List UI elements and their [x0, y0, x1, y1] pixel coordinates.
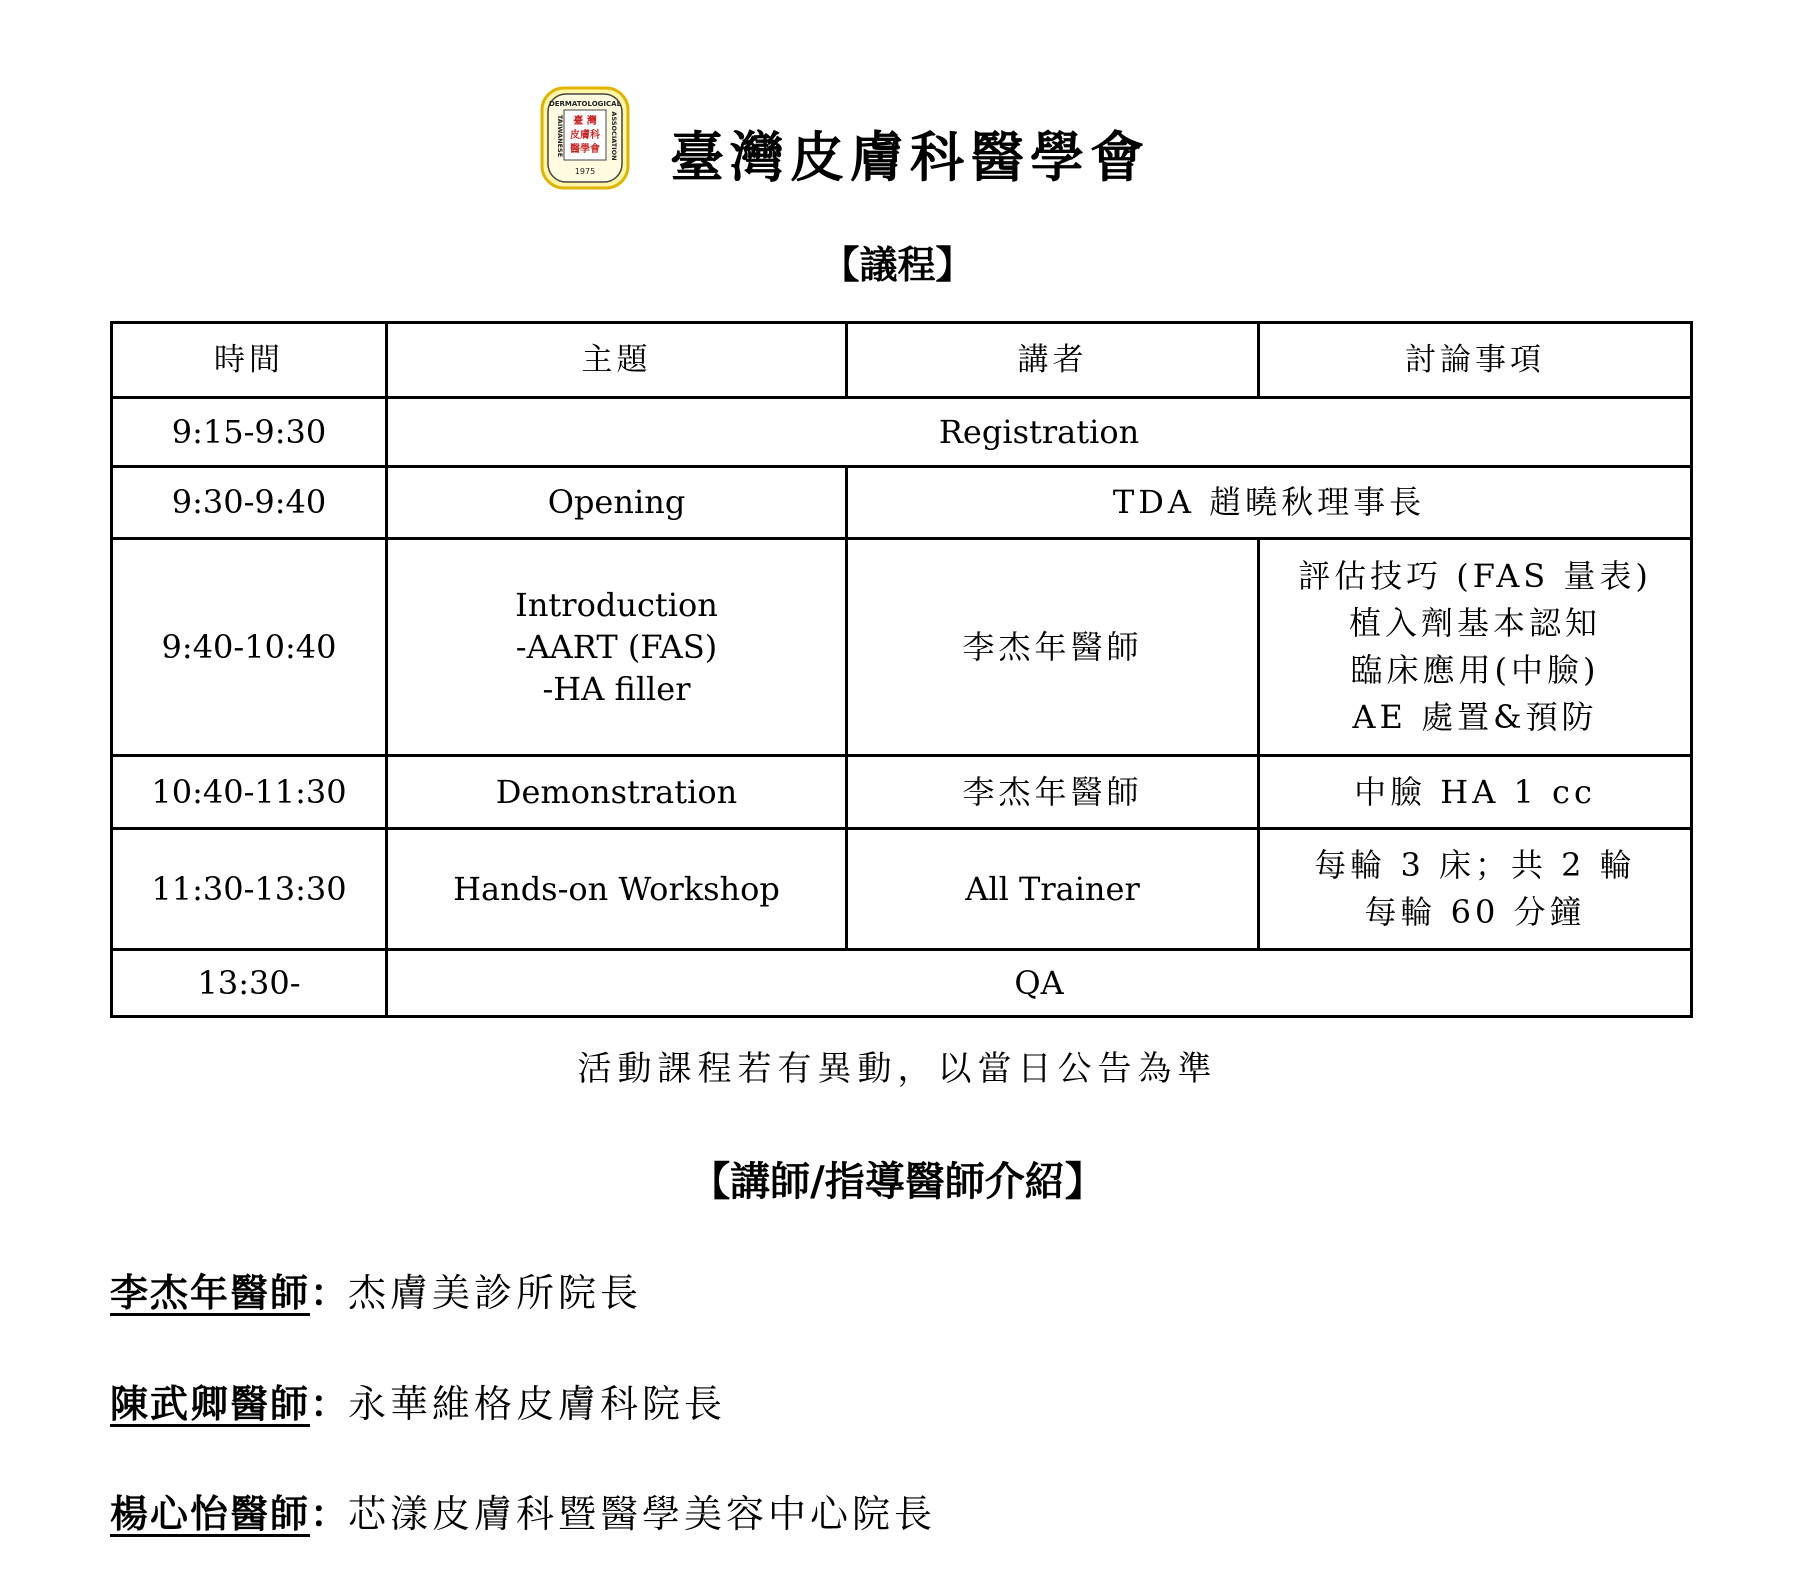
speaker-bio: [110, 1381, 727, 1426]
topic-cell: Hands-on Workshop: [387, 829, 847, 950]
speaker-description: 永華維格皮膚科院長: [348, 1382, 727, 1426]
speaker-separator: ：: [310, 1270, 349, 1315]
speaker-bio: [110, 1270, 643, 1315]
discussion-line: 每輪 60 分鐘: [1364, 893, 1586, 931]
discussion-cell: 中臉 HA 1 cc: [1259, 756, 1692, 829]
topic-cell: Opening: [387, 467, 847, 539]
speaker-name: 楊心怡醫師: [110, 1491, 311, 1536]
table-row: [112, 398, 1692, 467]
discussion-line: 臨床應用(中臉): [1350, 651, 1600, 689]
speaker-name: 李杰年醫師: [110, 1270, 311, 1315]
table-row: [112, 539, 1692, 756]
table-row: [112, 467, 1692, 539]
speaker-cell: All Trainer: [847, 829, 1259, 950]
discussion-line: 植入劑基本認知: [1348, 604, 1601, 642]
logo-center-line: 皮膚科: [570, 130, 600, 141]
logo-arc-text: DERMATOLOGICAL: [548, 100, 622, 108]
header: [540, 86, 1260, 196]
logo-right-text: ASSOCIATION: [610, 111, 618, 161]
time-cell: 11:30-13:30: [112, 829, 387, 950]
time-cell: 9:15-9:30: [112, 398, 387, 467]
table-header-row: [112, 323, 1692, 398]
topic-line: -HA filler: [542, 670, 691, 708]
agenda-table: [110, 321, 1693, 1018]
speaker-separator: ：: [310, 1381, 349, 1426]
discussion-line: AE 處置&預防: [1352, 698, 1598, 736]
speaker-name: 陳武卿醫師: [110, 1381, 311, 1426]
speaker-cell: 李杰年醫師: [847, 539, 1259, 756]
table-row: [112, 829, 1692, 950]
merged-cell: Registration: [387, 398, 1692, 467]
column-header-discussion: 討論事項: [1259, 323, 1692, 398]
association-logo: [540, 86, 630, 190]
speaker-bio: [110, 1491, 937, 1536]
topic-cell: [387, 539, 847, 756]
logo-left-text: TAIWANESE: [556, 114, 564, 158]
agenda-title: 【議程】: [821, 242, 974, 287]
topic-line: Introduction: [515, 586, 718, 624]
column-header-speaker: 講者: [847, 323, 1259, 398]
discussion-line: 每輪 3 床；共 2 輪: [1314, 846, 1636, 884]
logo-year: 1975: [574, 167, 596, 176]
logo-center-line: 臺 灣: [573, 116, 597, 127]
discussion-cell: [1259, 539, 1692, 756]
speaker-separator: ：: [310, 1491, 349, 1536]
time-cell: 9:40-10:40: [112, 539, 387, 756]
topic-line: -AART (FAS): [515, 628, 718, 666]
column-header-time: 時間: [112, 323, 387, 398]
time-cell: 9:30-9:40: [112, 467, 387, 539]
discussion-cell: [1259, 829, 1692, 950]
speaker-cell: 李杰年醫師: [847, 756, 1259, 829]
table-row: [112, 756, 1692, 829]
time-cell: 13:30-: [112, 950, 387, 1017]
speaker-description: 杰膚美診所院長: [348, 1271, 643, 1315]
speaker-description: 芯漾皮膚科暨醫學美容中心院長: [348, 1492, 937, 1536]
table-row: [112, 950, 1692, 1017]
speakers-title: 【講師/指導醫師介紹】: [690, 1158, 1105, 1205]
speaker-cell: TDA 趙曉秋理事長: [847, 467, 1692, 539]
organization-name: 臺灣皮膚科醫學會: [670, 125, 1150, 189]
schedule-change-notice: 活動課程若有異動，以當日公告為準: [577, 1049, 1218, 1089]
topic-cell: Demonstration: [387, 756, 847, 829]
discussion-line: 評估技巧 (FAS 量表): [1298, 557, 1652, 595]
time-cell: 10:40-11:30: [112, 756, 387, 829]
column-header-topic: 主題: [387, 323, 847, 398]
merged-cell: QA: [387, 950, 1692, 1017]
logo-center-line: 醫學會: [570, 144, 600, 155]
